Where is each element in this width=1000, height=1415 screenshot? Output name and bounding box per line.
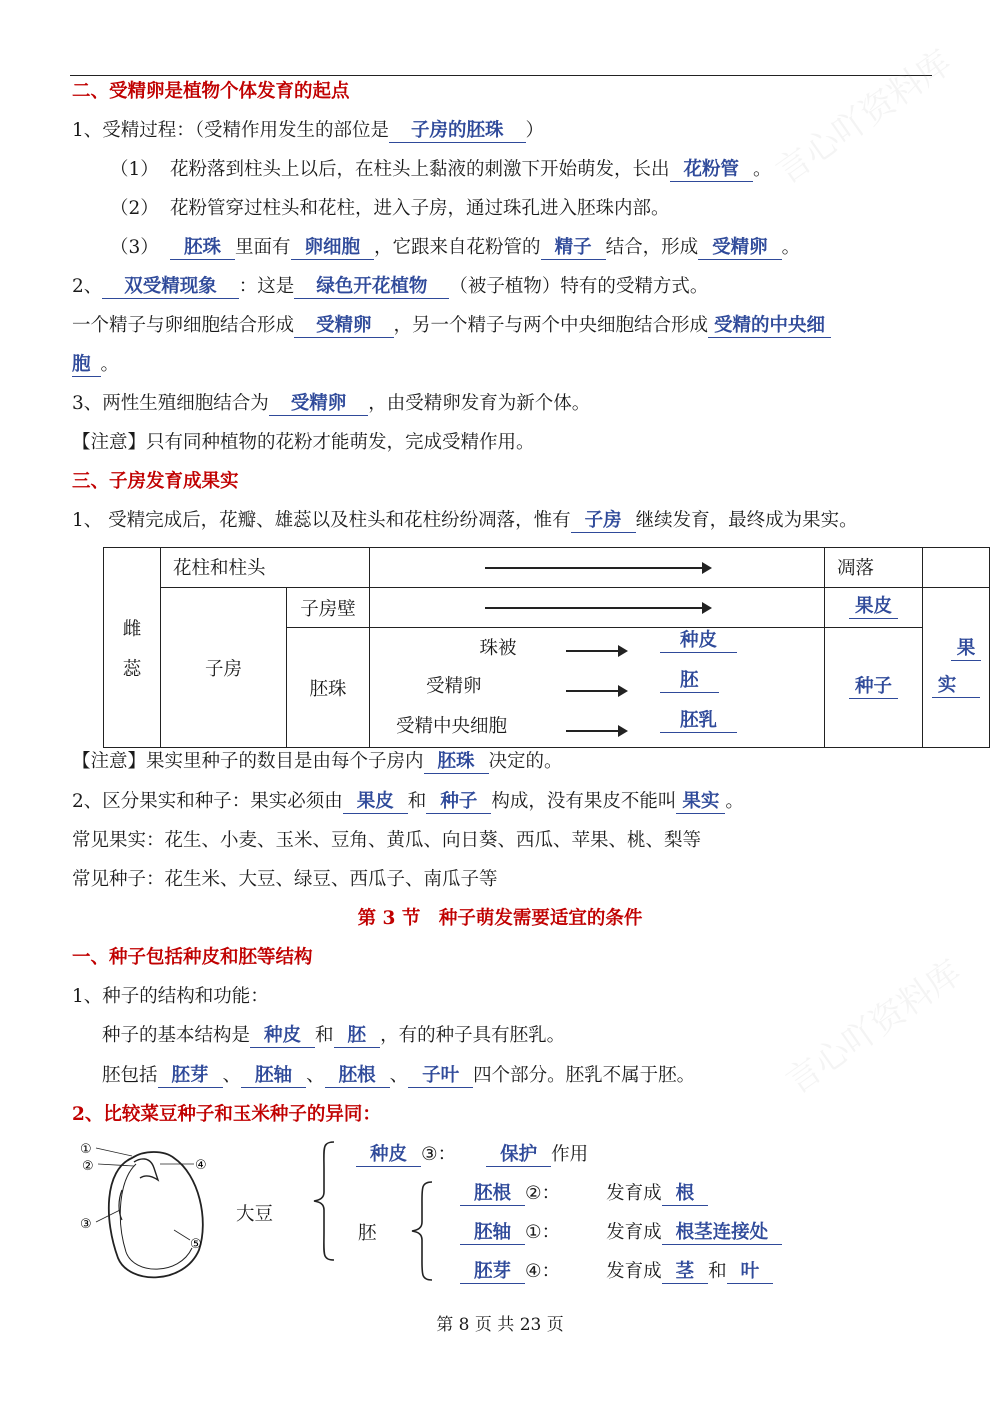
ovary-wall-cell: 子房壁: [287, 588, 370, 628]
answer-blank: 果皮: [343, 791, 408, 814]
seed-coat-row: 种皮 ③： 保护 作用: [356, 1143, 588, 1167]
answer-blank: 胚: [660, 670, 719, 693]
zygote-row: 受精卵: [426, 676, 482, 697]
step-2: （2） 花粉管穿过柱头和花柱，进入子房，通过珠孔进入胚珠内部。: [110, 198, 670, 219]
bean-label: 大豆: [236, 1204, 274, 1225]
answer-blank: 精子: [541, 237, 606, 260]
section-title-ovary: 三、子房发育成果实: [72, 471, 239, 492]
plumule-row: 胚芽 ④： 发育成 茎 和 叶: [460, 1260, 773, 1284]
section-title-seed-structure: 一、种子包括种皮和胚等结构: [72, 947, 313, 968]
arrow-cell: [370, 548, 825, 588]
answer-blank: 双受精现象: [102, 276, 239, 299]
step-1: （1） 花粉落到柱头上以后，在柱头上黏液的刺激下开始萌发，长出 花粉管 。: [110, 159, 772, 180]
answer-blank: 茎: [662, 1261, 709, 1284]
arrow: [566, 650, 626, 652]
label-5: ⑤: [190, 1237, 202, 1252]
arrow: [485, 607, 710, 609]
paragraph-double-fertilization: 2、 双受精现象 ：这是 绿色开花植物 （被子植物）特有的受精方式。: [72, 276, 709, 297]
label-3: ③: [80, 1217, 92, 1232]
fruit-cell: [923, 588, 990, 748]
answer-blank: 胚芽: [460, 1261, 525, 1284]
answer-blank: 果皮: [849, 596, 898, 619]
ovary-cell: 子房: [161, 588, 287, 748]
answer-blank: 胚: [334, 1025, 381, 1048]
answer-blank: 绿色开花植物: [294, 276, 449, 299]
answer-blank: 胚珠: [424, 751, 489, 774]
hypocotyl-row: 胚轴 ①： 发育成 根茎连接处: [460, 1221, 782, 1245]
paragraph-double-fertilization-detail: 一个精子与卵细胞结合形成 受精卵 ，另一个精子与两个中央细胞结合形成 受精的中央细: [72, 314, 831, 338]
answer-blank: 种子: [426, 791, 491, 814]
answer-blank: 子叶: [408, 1065, 473, 1088]
answer-blank: 种皮: [250, 1025, 315, 1048]
answer-blank: 胚芽: [158, 1065, 223, 1088]
style-stigma-cell: 花柱和柱头: [161, 548, 370, 588]
answer-blank: 受精卵: [294, 315, 394, 338]
bean-seed-diagram: [74, 1140, 224, 1290]
answer-blank: 胞: [72, 354, 101, 377]
central-cell-row: 受精中央细胞: [396, 716, 508, 737]
answer-blank: 胚根: [325, 1065, 390, 1088]
answer-blank: 胚根: [460, 1183, 525, 1206]
answer-blank: 子房: [571, 510, 636, 533]
answer-blank: 种皮: [356, 1144, 421, 1167]
answer-blank: 实: [932, 675, 981, 698]
section-title-compare: 2、比较菜豆种子和玉米种子的异同：: [72, 1104, 381, 1125]
ovule-development-cell: [370, 628, 825, 748]
answer-blank: 子房的胚珠: [389, 120, 526, 143]
radicle-row: 胚根 ②： 发育成 根: [460, 1182, 708, 1206]
note-seed-count: 【注意】果实里种子的数目是由每个子房内 胚珠 决定的。: [72, 751, 563, 772]
wither-cell: 凋落: [825, 548, 923, 588]
answer-blank: 胚乳: [660, 710, 737, 733]
note-pollen: 【注意】只有同种植物的花粉才能萌发，完成受精作用。: [72, 432, 535, 453]
header-rule: [70, 75, 932, 76]
arrow: [566, 730, 626, 732]
label-4: ④: [195, 1158, 207, 1173]
seed-structure-heading: 1、种子的结构和功能：: [72, 986, 269, 1007]
answer-blank: 种皮: [660, 630, 737, 653]
paragraph-ovary-develops: 1、 受精完成后，花瓣、雄蕊以及柱头和花柱纷纷凋落，惟有 子房 继续发育，最终成为果实。: [72, 510, 858, 531]
brace-icon: [310, 1140, 340, 1262]
answer-blank: 果实: [676, 791, 725, 814]
answer-blank: 胚珠: [170, 237, 235, 260]
pericarp-cell: [825, 588, 923, 628]
embryo-parts: 胚包括 胚芽 、 胚轴 、 胚根 、 子叶 四个部分。胚乳不属于胚。: [102, 1065, 696, 1086]
answer-blank: 根茎连接处: [662, 1222, 783, 1245]
watermark: 言心吖资料库: [768, 42, 960, 193]
seed-basic-structure: 种子的基本结构是 种皮 和 胚 ，有的种子具有胚乳。: [102, 1025, 566, 1046]
answer-blank: 果: [951, 638, 982, 661]
arrow: [485, 567, 710, 569]
step-3: （3） 胚珠 里面有 卵细胞 ，它跟来自花粉管的 精子 结合，形成 受精卵 。: [110, 237, 801, 258]
paragraph-zygote: 3、两性生殖细胞结合为 受精卵 ，由受精卵发育为新个体。: [72, 393, 591, 414]
cotyledon-line: [120, 1164, 192, 1269]
page-footer: 第 8 页 共 23 页: [436, 1315, 564, 1335]
answer-blank: 种子: [849, 676, 898, 699]
pistil-cell: 雌 蕊: [104, 548, 161, 748]
answer-blank: 受精卵: [269, 393, 369, 416]
answer-blank: 受精卵: [698, 237, 782, 260]
paragraph-double-fertilization-cont: 胞 。: [72, 354, 120, 375]
answer-blank: 根: [662, 1183, 709, 1206]
answer-blank: 卵细胞: [291, 237, 375, 260]
paragraph-fruit-seed: 2、区分果实和种子：果实必须由 果皮 和 种子 构成，没有果皮不能叫 果实 。: [72, 791, 744, 812]
embryo-axis: [134, 1159, 158, 1180]
label-2: ②: [82, 1159, 94, 1174]
watermark: 言心吖资料库: [778, 952, 970, 1103]
label-1: ①: [80, 1142, 92, 1157]
answer-blank: 胚轴: [460, 1222, 525, 1245]
seed-cell: [825, 628, 923, 748]
answer-blank: 受精的中央细: [708, 315, 831, 338]
common-fruits: 常见果实：花生、小麦、玉米、豆角、黄瓜、向日葵、西瓜、苹果、桃、梨等: [72, 830, 702, 851]
chapter-title: 第 3 节 种子萌发需要适宜的条件: [357, 908, 643, 929]
ovary-development-table: [103, 547, 990, 748]
common-seeds: 常见种子：花生米、大豆、绿豆、西瓜子、南瓜子等: [72, 869, 498, 890]
ovule-cell: 胚珠: [287, 628, 370, 748]
embryo-label: 胚: [358, 1223, 377, 1244]
answer-blank: 胚轴: [241, 1065, 306, 1088]
arrow: [566, 690, 626, 692]
seed-outline: [109, 1152, 203, 1277]
brace-icon: [408, 1180, 438, 1282]
paragraph-fertilization-process: 1、受精过程：（受精作用发生的部位是 子房的胚珠 ）: [72, 120, 545, 141]
answer-blank: 花粉管: [670, 159, 754, 182]
answer-blank: 保护: [486, 1144, 551, 1167]
section-title-fertilization: 二、受精卵是植物个体发育的起点: [72, 81, 350, 102]
integument-row: 珠被: [479, 638, 517, 659]
answer-blank: 叶: [727, 1261, 774, 1284]
arrow-cell: [370, 588, 825, 628]
